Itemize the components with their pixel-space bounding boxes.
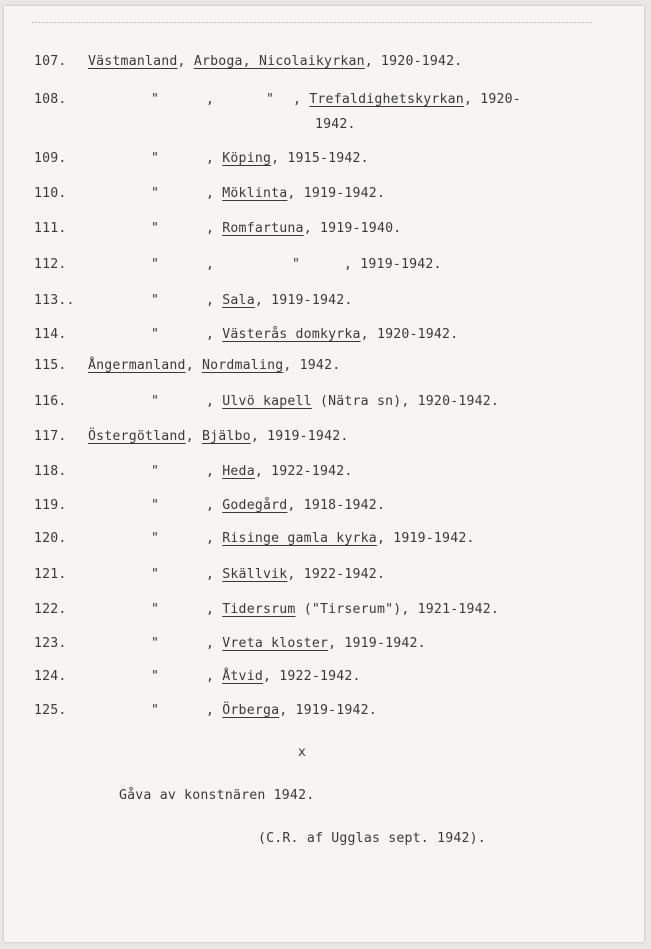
entry-place: Sala [222,293,255,308]
document-page [4,6,644,942]
entry-years: 1922-1942. [279,669,361,684]
entry-place: Västerås domkyrka [222,327,361,342]
entry-number: 114. [34,327,67,342]
entry-text: , Ulvö kapell (Nätra sn), 1920-1942. [206,394,500,409]
signature-note: (C.R. af Ugglas sept. 1942). [258,831,486,846]
entry-text: , Möklinta, 1919-1942. [206,186,386,201]
entry-years: 1918-1942. [303,498,386,513]
entry-text: , Tidersrum ("Tirserum"), 1921-1942. [206,602,500,617]
ditto-mark: " [151,221,159,236]
entry-text: , Åtvid, 1922-1942. [206,669,361,684]
ditto-mark: " [151,531,159,546]
entry-region: Östergötland [88,429,186,444]
entry-text: , 1919-1942. [344,257,442,272]
entry-years: 1920- [480,92,521,107]
entry-place: Köping [222,151,272,166]
entry-number: 110. [34,186,67,201]
entry-number: 125. [34,703,67,718]
entry-number: 109. [34,151,67,166]
entry-place: Ulvö kapell [222,394,312,409]
entry-number: 124. [34,669,67,684]
entry-years: 1919-1942. [303,186,386,201]
entry-place: Romfartuna [222,221,304,236]
entry-place: Åtvid [222,669,263,684]
entry-years: 1919-1942. [360,257,442,272]
ditto-mark: " [151,498,159,513]
entry-text: , Köping, 1915-1942. [206,151,369,166]
entry-place: Nordmaling [201,358,284,373]
entry-years-continuation: 1942. [315,117,356,132]
entry-region: Västmanland [88,54,178,69]
entry-number: 119. [34,498,67,513]
entry-number: 117. [34,429,67,444]
entry-years: 1919-1942. [267,429,349,444]
ditto-mark: " [151,293,159,308]
entry-years: 1922-1942. [303,567,386,582]
entry-years: 1919-1942. [295,703,377,718]
entry-years: 1915-1942. [287,151,369,166]
entry-place: Trefaldighetskyrkan [309,92,464,107]
entry-number: 118. [34,464,67,479]
entry-number: 121. [34,567,67,582]
entry-text: , Risinge gamla kyrka, 1919-1942. [206,531,475,546]
entry-years: 1921-1942. [417,602,500,617]
entry-text: , Heda, 1922-1942. [206,464,353,479]
entry-years: 1919-1942. [271,293,353,308]
separator-comma: , [206,92,214,107]
entry-years: 1920-1942. [417,394,500,409]
ditto-mark: " [151,327,159,342]
entry-extra: (Nätra sn), [319,394,410,409]
entry-number: 116. [34,394,67,409]
entry-place: Örberga [222,703,280,718]
ditto-mark: " [151,186,159,201]
entry-place: Bjälbo [201,429,251,444]
entry-text: , Örberga, 1919-1942. [206,703,377,718]
entry-number: 123. [34,636,67,651]
top-rule [32,22,592,23]
ditto-mark: " [151,567,159,582]
entry-years: 1922-1942. [271,464,353,479]
entry-place: Vreta kloster [222,636,329,651]
entry-extra: ("Tirserum"), [303,602,410,617]
ditto-mark: " [151,703,159,718]
entry-text: , Romfartuna, 1919-1940. [206,221,402,236]
ditto-mark: " [151,464,159,479]
gift-note: Gåva av konstnären 1942. [119,788,315,803]
entry-years: 1920-1942. [376,327,459,342]
ditto-mark: " [151,636,159,651]
entry-place: Tidersrum [222,602,296,617]
entry-region: Ångermanland [88,358,186,373]
list-item: 107. Västmanland, Arboga, Nicolaikyrkan, 1920-1942. [34,54,463,69]
entry-place: Heda [222,464,255,479]
ditto-mark: " [151,394,159,409]
entry-years: 1919-1942. [393,531,475,546]
entry-years: 1919-1942. [344,636,426,651]
entry-place: Möklinta [222,186,288,201]
entry-text: , Sala, 1919-1942. [206,293,353,308]
entry-years: 1920-1942. [381,54,463,69]
ditto-mark: " [151,92,159,107]
entry-text: , Godegård, 1918-1942. [206,498,386,513]
entry-number: 122. [34,602,67,617]
ditto-mark: " [292,257,300,272]
entry-place: Godegård [222,498,288,513]
entry-place: Risinge gamla kyrka [222,531,377,546]
entry-years: 1919-1940. [319,221,402,236]
entry-place: Arboga, Nicolaikyrkan [193,54,365,69]
entry-text: , Vreta kloster, 1919-1942. [206,636,426,651]
entry-number: 112. [34,257,67,272]
entry-number: 111. [34,221,67,236]
entry-number: 107. [34,54,67,69]
section-separator: x [298,745,307,760]
ditto-mark: " [151,602,159,617]
ditto-mark: " [151,669,159,684]
list-item: 115. Ångermanland, Nordmaling, 1942. [34,358,341,373]
entry-text: , Skällvik, 1922-1942. [206,567,386,582]
entry-years: 1942. [299,358,341,373]
ditto-mark: " [151,257,159,272]
ditto-mark: " [266,92,274,107]
ditto-mark: " [151,151,159,166]
entry-number: 113.. [34,293,75,308]
separator-comma: , [206,257,214,272]
entry-place: Skällvik [222,567,288,582]
entry-text: , Västerås domkyrka, 1920-1942. [206,327,459,342]
list-item: 117. Östergötland, Bjälbo, 1919-1942. [34,429,349,444]
entry-number: 120. [34,531,67,546]
entry-number: 115. [34,358,67,373]
entry-text: , Trefaldighetskyrkan, 1920- [293,92,521,107]
entry-number: 108. [34,92,67,107]
